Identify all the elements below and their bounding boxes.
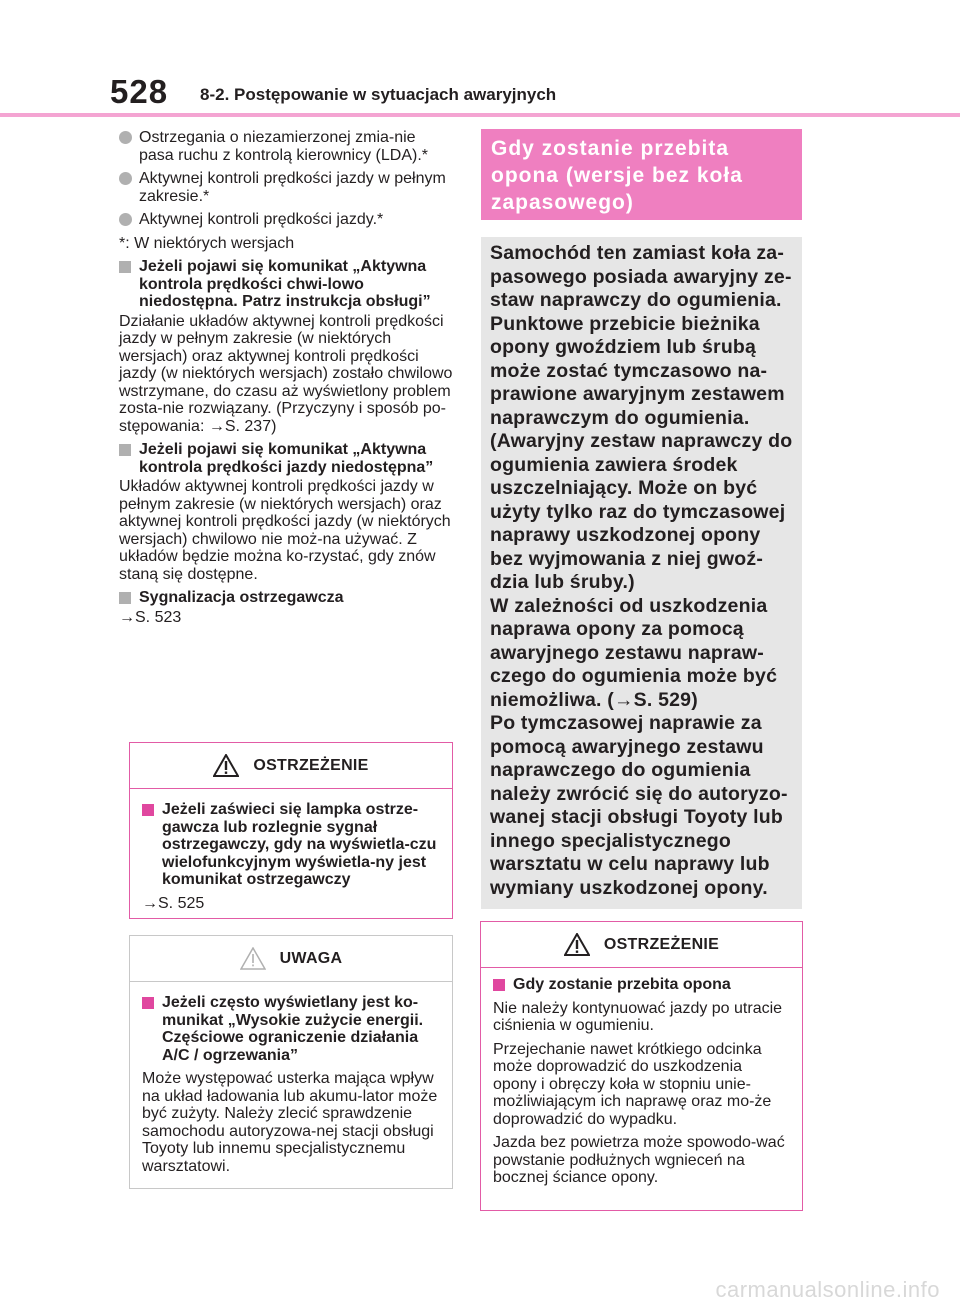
info-box: [481, 237, 802, 909]
info-paragraph: W zależności od uszkodzenia naprawa opony za pomocą awaryjnego zestawu napraw-czego do ogumienia może być niemożliwa. (→S. 529): [490, 594, 778, 711]
warning-triangle-icon: [213, 754, 239, 777]
info-paragraph: Samochód ten zamiast koła za-pasowego posiada awaryjny ze-staw naprawczy do ogumienia. Punktowe przebicie bieżnika opony gwoździem lub śrubą może zostać tymczasowo na-prawione awaryjnym zestawem naprawczym do ogumienia. (Awaryjny zestaw naprawczy do ogumienia zawiera środek uszczelniający. Może on być użyty tylko raz do tymczasowej naprawy uszkodzonej opony bez wyjmowania z niej gwoź-dzia lub śruby.): [490, 242, 793, 593]
notice-box-title: [130, 936, 452, 981]
page-reference: →S. 525: [142, 894, 205, 912]
warning-text: Przejechanie nawet krótkiego odcinka może doprowadzić do uszkodzenia opony i obręczy koła w stopniu unie-możliwiającym ich naprawę oraz mo-że doprowadzić do wypadku.: [493, 1040, 772, 1128]
info-paragraph: Po tymczasowej naprawie za pomocą awaryjnego zestawu naprawczego do ogumienia należy zwrócić się do autoryzo-wanej stacji obsługi Toyoty lub innego specjalistycznego warsztatu w celu naprawy lub wymiany uszkodzonej opony.: [490, 712, 788, 899]
bullet-item: [119, 129, 454, 164]
notice-box-body: [130, 981, 452, 1191]
heading-text: Jeżeli często wyświetlany jest ko-munikat „Wysokie zużycie energii. Częściowe ograniczenie działania A/C / ogrzewania”: [162, 994, 424, 1064]
bullet-text: Aktywnej kontroli prędkości jazdy w pełnym zakresie.*: [139, 170, 446, 205]
page-reference: →S. 523: [119, 608, 182, 626]
section-heading: [119, 441, 454, 476]
bullet-item: [119, 211, 454, 229]
bullet-item: [119, 170, 454, 205]
warning-box-title: [481, 922, 802, 967]
section-heading: [119, 589, 454, 607]
square-bullet-icon: [142, 997, 154, 1009]
section-heading: [119, 258, 454, 311]
section-text: Układów aktywnej kontroli prędkości jazdy w pełnym zakresie (w niektórych wersjach) oraz aktywnej kontroli prędkości jazdy (w niektórych wersjach) chwilowo nie moż-na używać. Z układów będzie można ko-rzystać, gdy znów staną się dostępne.: [119, 478, 451, 583]
warning-text: Nie należy kontynuować jazdy po utracie ciśnienia w ogumieniu.: [493, 999, 783, 1034]
circle-bullet-icon: [119, 213, 132, 226]
warning-box-body: [130, 788, 452, 928]
section-heading-banner: Gdy zostanie przebita opona (wersje bez koła zapasowego): [481, 129, 802, 220]
notice-box: [129, 935, 453, 1189]
footnote: *: W niektórych wersjach: [119, 234, 295, 252]
circle-bullet-icon: [119, 172, 132, 185]
bullet-text: Aktywnej kontroli prędkości jazdy.*: [139, 211, 384, 228]
watermark: carmanualsonline.info: [715, 1277, 940, 1302]
notice-text: Może występować usterka mająca wpływ na układ ładowania lub akumu-lator może być zużyty. Należy zlecić sprawdzenie samochodu autoryzowa-nej stacji obsługi Toyoty lub innemu specjalistycznemu warsztatowi.: [142, 1070, 438, 1175]
square-bullet-icon: [493, 979, 505, 991]
warning-text: Jazda bez powietrza może spowodo-wać powstanie podłużnych wgnieceń na bocznej ściance opony.: [493, 1134, 785, 1186]
warning-box: [129, 742, 453, 919]
square-bullet-icon: [119, 261, 131, 273]
title-text: OSTRZEŻENIE: [253, 756, 369, 774]
warning-heading: [493, 976, 788, 994]
square-bullet-icon: [142, 804, 154, 816]
header-divider: [0, 113, 960, 117]
warning-heading: [142, 801, 438, 889]
title-text: UWAGA: [279, 949, 343, 967]
heading-text: Jeżeli pojawi się komunikat „Aktywna kontrola prędkości chwi-lowo niedostępna. Patrz instrukcja obsługi”: [139, 258, 431, 310]
warning-box-body: [481, 967, 802, 1203]
warning-triangle-icon: [564, 933, 590, 956]
warning-box: [480, 921, 803, 1211]
square-bullet-icon: [119, 592, 131, 604]
heading-text: Jeżeli pojawi się komunikat „Aktywna kontrola prędkości jazdy niedostępna”: [139, 441, 434, 476]
notice-triangle-icon: [240, 947, 266, 970]
page-number: 528: [110, 73, 169, 110]
title-text: OSTRZEŻENIE: [603, 935, 720, 953]
left-column: [119, 129, 454, 632]
notice-heading: [142, 994, 438, 1064]
heading-text: Gdy zostanie przebita opona: [513, 976, 731, 993]
square-bullet-icon: [119, 444, 131, 456]
section-title: 8-2. Postępowanie w sytuacjach awaryjnych: [200, 85, 557, 104]
warning-box-title: [130, 743, 452, 788]
heading-text: Sygnalizacja ostrzegawcza: [139, 589, 344, 606]
bullet-text: Ostrzegania o niezamierzonej zmia-nie pasa ruchu z kontrolą kierownicy (LDA).*: [139, 129, 429, 164]
heading-text: Jeżeli zaświeci się lampka ostrze-gawcza lub rozlegnie sygnał ostrzegawczy, gdy na wyświetla-czu wielofunkcyjnym wyświetla-ny jest komunikat ostrzegawczy: [162, 801, 437, 888]
circle-bullet-icon: [119, 131, 132, 144]
section-text: Działanie układów aktywnej kontroli prędkości jazdy w pełnym zakresie (w niektórych wersjach) oraz aktywnej kontroli prędkości jazdy (w niektórych wersjach) zostało chwilowo wstrzymane, do czasu aż wyświetlony problem zosta-nie rozwiązany. (Przyczyny i sposób po-stępowania: →S. 237): [119, 312, 453, 435]
